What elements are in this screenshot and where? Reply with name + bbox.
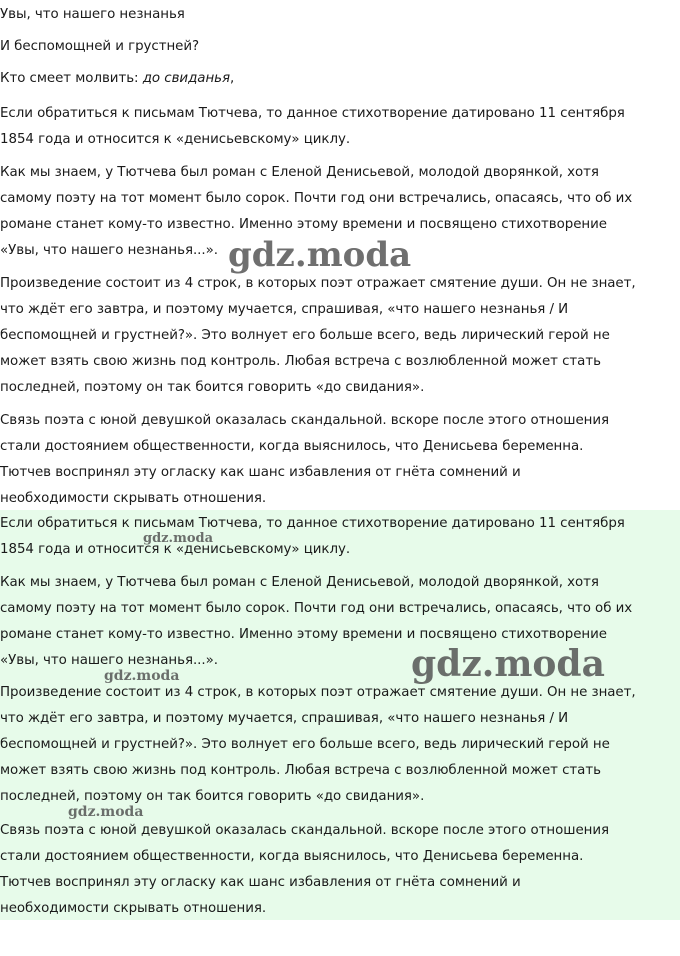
watermark-gdz-moda-small: gdz.moda <box>143 531 214 546</box>
poem-line-3-start: Кто смеет молвить: <box>0 71 143 86</box>
watermark-gdz-moda-large: gdz.moda <box>411 643 605 685</box>
watermark-gdz-moda-small-2: gdz.moda <box>104 668 180 684</box>
paragraph-dating-highlighted: Если обратиться к письмам Тютчева, то данное стихотворение датировано 11 сентября 1854 года и относится к «денисьевскому» циклу. <box>0 516 625 557</box>
poem-line-1: Увы, что нашего незнанья <box>0 7 185 22</box>
paragraph-scandal: Связь поэта с юной девушкой оказалась скандальной. вскоре после этого отношения стали достоянием общественности, когда выяснилось, что Денисьева беременна. Тютчев воспринял эту огласку как шанс избавления от гнёта сомнений и необходимости скрывать отношения. <box>0 413 610 506</box>
poem-line-3-italic: до свиданья <box>142 71 230 86</box>
poem-line-2: И беспомощней и грустней? <box>0 39 200 54</box>
paragraph-analysis: Произведение состоит из 4 строк, в которых поэт отражает смятение души. Он не знает, что ждёт его завтра, и поэтому мучается, спрашивая, «что нашего незнанья / И беспомощней и грустней?». Это волнует его больше всего, ведь лирический герой не может взять свою жизнь под контроль. Любая встреча с возлюбленной может стать последней, поэтому он так боится говорить «до свидания». <box>0 276 636 395</box>
paragraph-analysis-highlighted: Произведение состоит из 4 строк, в которых поэт отражает смятение души. Он не знает, что ждёт его завтра, и поэтому мучается, спрашивая, «что нашего незнанья / И беспомощней и грустней?». Это волнует его больше всего, ведь лирический герой не может взять свою жизнь под контроль. Любая встреча с возлюбленной может стать последней, поэтому он так боится говорить «до свидания». <box>0 685 636 804</box>
paragraph-scandal-highlighted: Связь поэта с юной девушкой оказалась скандальной. вскоре после этого отношения стали достоянием общественности, когда выяснилось, что Денисьева беременна. Тютчев воспринял эту огласку как шанс избавления от гнёта сомнений и необходимости скрывать отношения. <box>0 823 610 916</box>
poem-line-3 <box>0 66 680 92</box>
paragraph-romance-highlighted: Как мы знаем, у Тютчева был роман с Еленой Денисьевой, молодой дворянкой, хотя самому поэту на тот момент было сорок. Почти год они встречались, опасаясь, что об их романе станет кому-то известно. Именно этому времени и посвящено стихотворение «Увы, что нашего незнанья...». <box>0 575 633 668</box>
poem-line-3-end: , <box>230 71 235 86</box>
watermark-gdz-moda: gdz.moda <box>228 235 412 275</box>
watermark-gdz-moda-small-3: gdz.moda <box>68 804 144 820</box>
paragraph-romance: Как мы знаем, у Тютчева был роман с Еленой Денисьевой, молодой дворянкой, хотя самому поэту на тот момент было сорок. Почти год они встречались, опасаясь, что об их романе станет кому-то известно. Именно этому времени и посвящено стихотворение «Увы, что нашего незнанья...». <box>0 165 633 258</box>
paragraph-dating: Если обратиться к письмам Тютчева, то данное стихотворение датировано 11 сентября 1854 года и относится к «денисьевскому» циклу. <box>0 106 625 147</box>
